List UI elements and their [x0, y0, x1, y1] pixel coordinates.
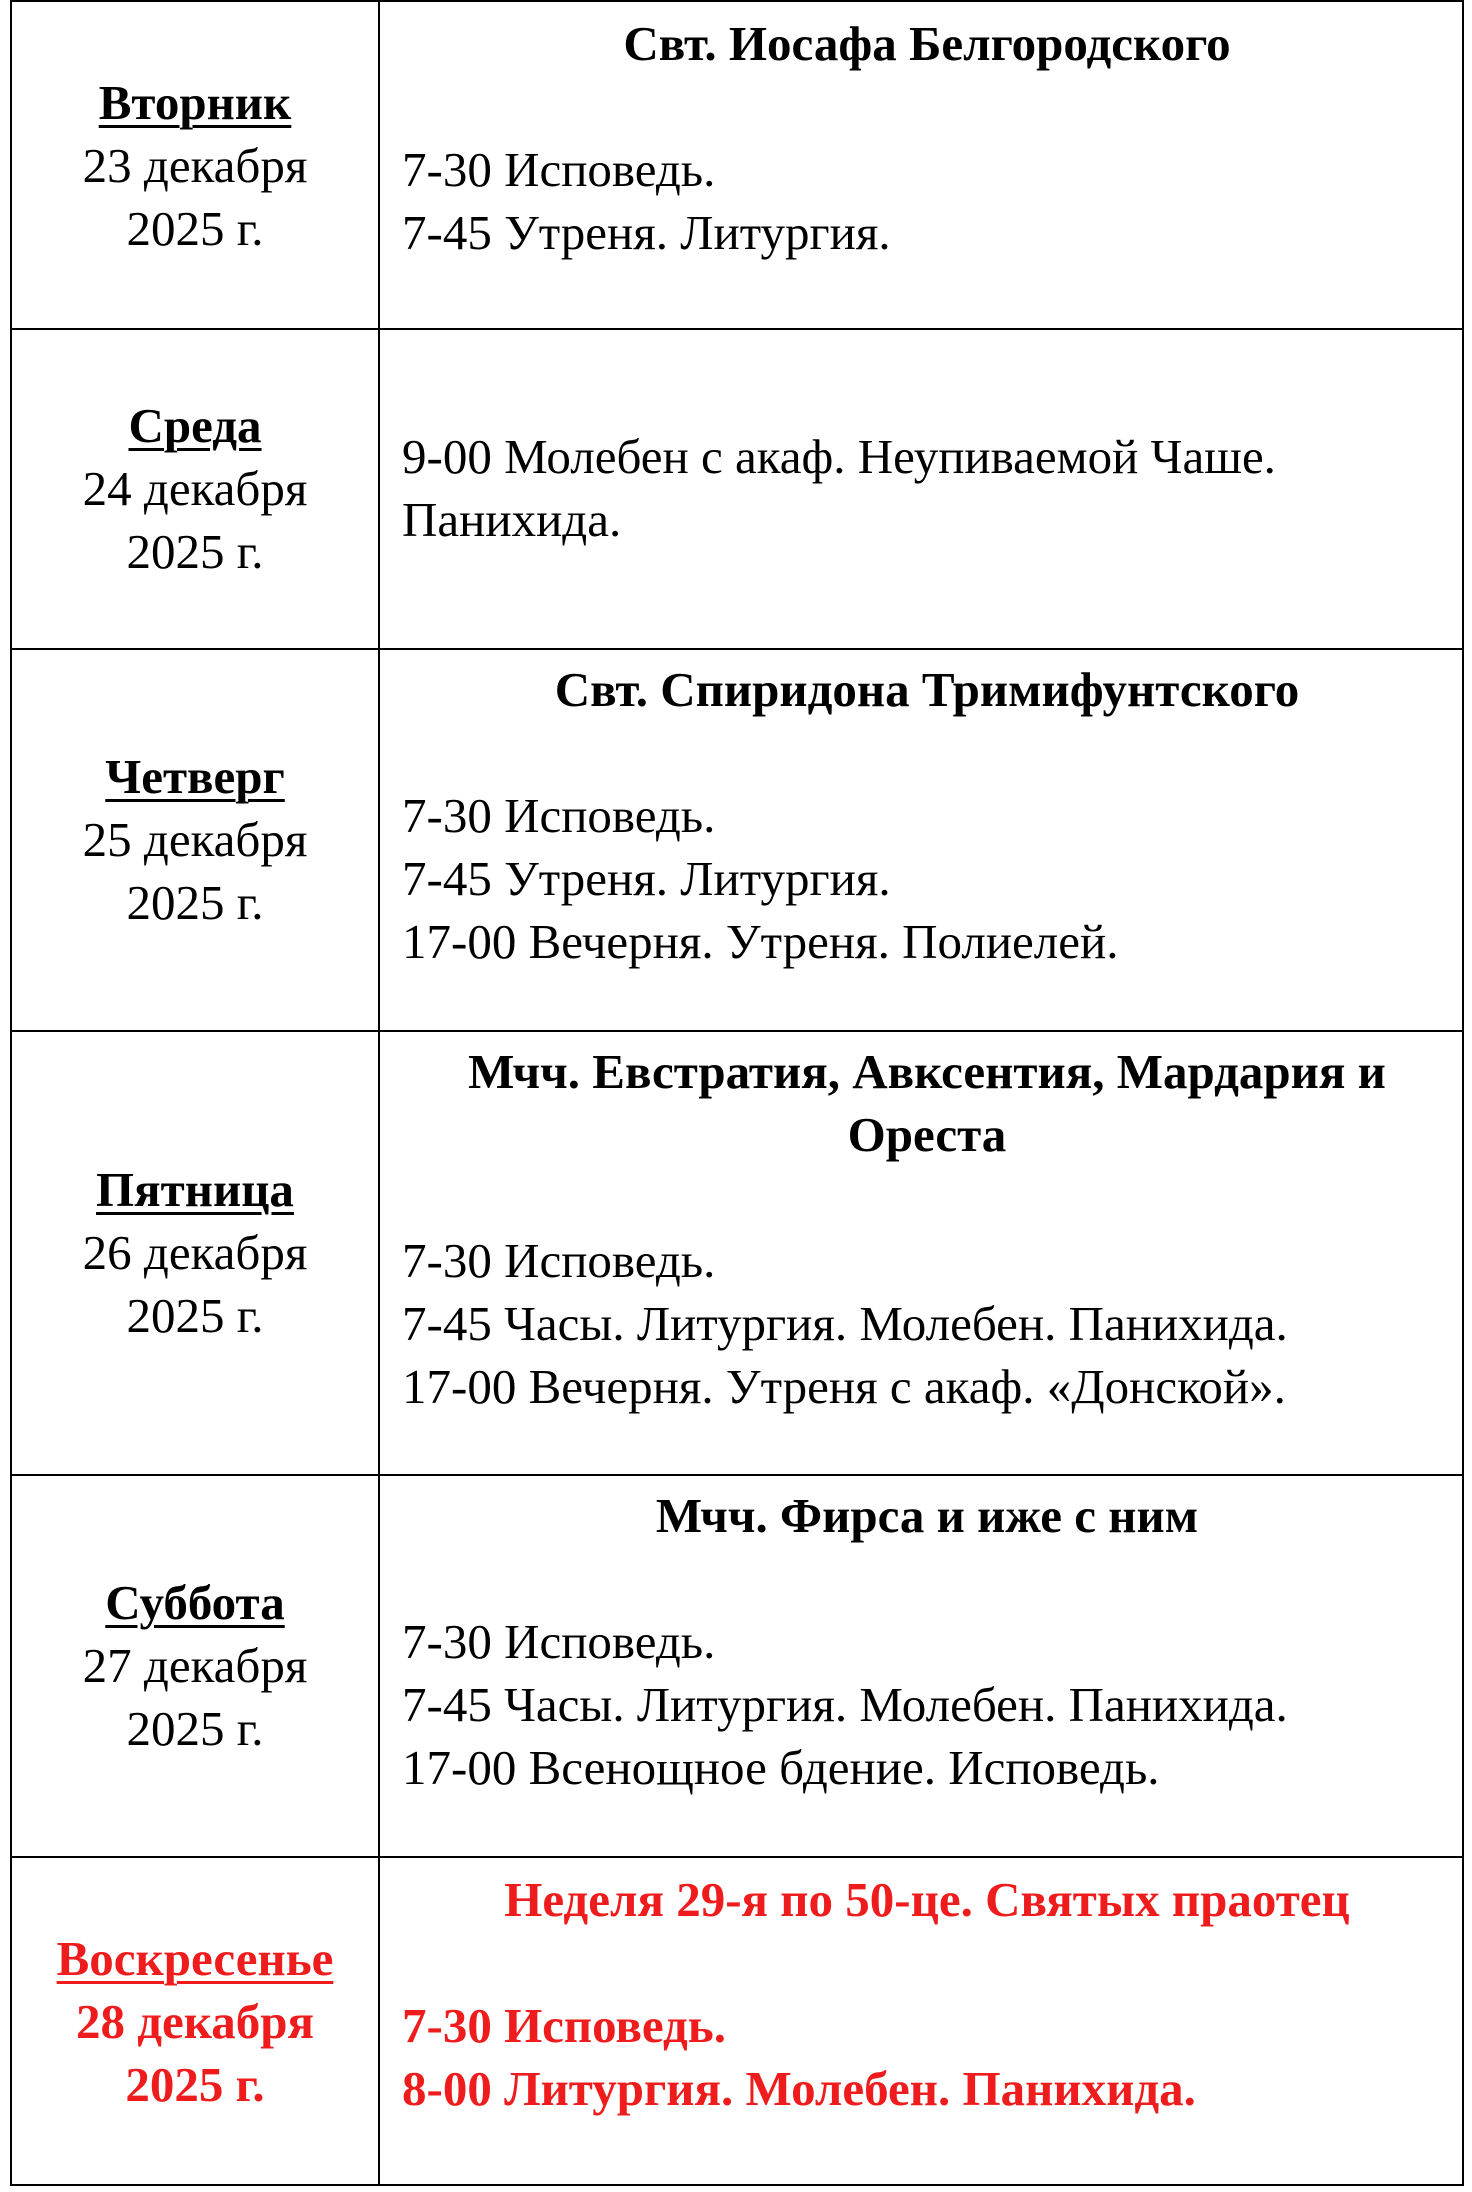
day-date: 27 декабря — [82, 1637, 308, 1693]
day-cell — [12, 2, 380, 328]
day-year: 2025 г. — [126, 1700, 264, 1756]
services-cell — [380, 328, 1462, 648]
day-name: Суббота — [105, 1574, 285, 1630]
feast-title: Свт. Иосафа Белгородского — [623, 16, 1231, 71]
day-cell — [12, 1858, 380, 2184]
day-year: 2025 г. — [125, 2056, 265, 2112]
day-name: Среда — [128, 397, 262, 453]
day-date: 26 декабря — [82, 1224, 308, 1280]
schedule-row-wednesday — [10, 328, 1464, 650]
service-line: 7-30 Исповедь. — [402, 1998, 726, 2053]
schedule-row-friday — [10, 1030, 1464, 1476]
schedule-row-thursday — [10, 648, 1464, 1032]
day-cell — [12, 1030, 380, 1474]
service-line: 7-30 Исповедь. — [402, 1233, 716, 1288]
service-line: 9-00 Молебен с акаф. Неупиваемой Чаше. Панихида. — [402, 429, 1276, 547]
services-cell — [380, 2, 1462, 328]
day-cell — [12, 1474, 380, 1856]
service-line: 7-45 Часы. Литургия. Молебен. Панихида. — [402, 1296, 1288, 1351]
services-cell — [380, 1474, 1462, 1856]
service-line: 8-00 Литургия. Молебен. Панихида. — [402, 2061, 1196, 2116]
day-name: Пятница — [96, 1161, 294, 1217]
schedule-row-tuesday — [10, 0, 1464, 330]
day-date: 24 декабря — [82, 460, 308, 516]
service-line: 17-00 Вечерня. Утреня. Полиелей. — [402, 914, 1119, 969]
day-year: 2025 г. — [126, 1287, 264, 1343]
service-line: 17-00 Всенощное бдение. Исповедь. — [402, 1740, 1160, 1795]
service-line: 7-45 Часы. Литургия. Молебен. Панихида. — [402, 1677, 1288, 1732]
service-line: 7-30 Исповедь. — [402, 142, 716, 197]
service-line: 17-00 Вечерня. Утреня с акаф. «Донской». — [402, 1359, 1286, 1414]
day-year: 2025 г. — [126, 200, 264, 256]
day-year: 2025 г. — [126, 874, 264, 930]
feast-title: Мчч. Евстратия, Авксентия, Мардария и Ореста — [468, 1044, 1386, 1162]
schedule-row-saturday — [10, 1474, 1464, 1858]
day-cell — [12, 328, 380, 648]
day-date: 25 декабря — [82, 811, 308, 867]
service-line: 7-30 Исповедь. — [402, 788, 716, 843]
service-line: 7-30 Исповедь. — [402, 1614, 716, 1669]
day-year: 2025 г. — [126, 523, 264, 579]
service-line: 7-45 Утреня. Литургия. — [402, 851, 891, 906]
day-date: 23 декабря — [82, 137, 308, 193]
schedule-row-sunday — [10, 1856, 1464, 2186]
day-name: Четверг — [105, 748, 285, 804]
day-name: Вторник — [98, 74, 292, 130]
service-line: 7-45 Утреня. Литургия. — [402, 205, 891, 260]
day-date: 28 декабря — [75, 1993, 315, 2049]
services-cell — [380, 1030, 1462, 1474]
feast-title: Мчч. Фирса и иже с ним — [655, 1488, 1199, 1543]
day-name: Воскресенье — [56, 1930, 334, 1986]
services-cell — [380, 648, 1462, 1030]
services-cell — [380, 1858, 1462, 2184]
feast-title: Свт. Спиридона Тримифунтского — [554, 662, 1300, 717]
feast-title: Неделя 29-я по 50-це. Святых праотец — [504, 1872, 1350, 1927]
day-cell — [12, 648, 380, 1030]
